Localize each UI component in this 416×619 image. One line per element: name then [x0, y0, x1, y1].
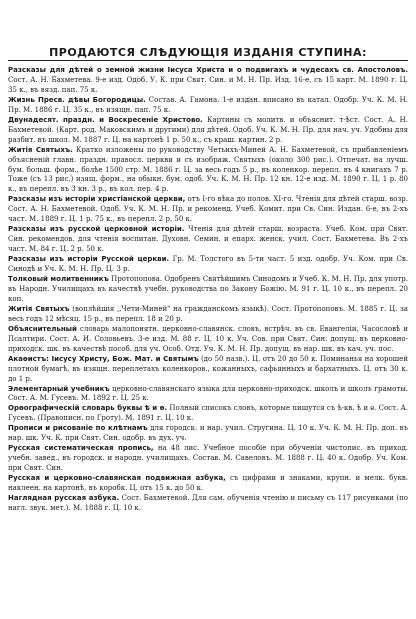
- item-title: Русская и церковно-славянская подвижная азбука,: [8, 474, 226, 483]
- list-item: [8, 305, 408, 325]
- item-title: Объяснительный: [8, 324, 77, 333]
- item-title: Житія Святыхъ: [8, 304, 70, 313]
- item-title: Элементарный учебникъ: [8, 384, 110, 393]
- item-details: отъ I-го вѣка до полов. XI-го. Чтенія для дѣтей старш. возр. Сост. А. Н. Бахметевой. Одоб. Уч. К. М. Н. Пр. и рекоменд. Учеб. Комит. при Св. Син. Издан. 6-е, въ 2-хъ част. М. 1889 г. Ц. 1 р. 75 к., въ перепл. 2 р. 50 к.: [8, 195, 408, 224]
- item-details: Сост. А. Н. Бахметева. 9-е изд. Одоб. У. К. при Свят. Син. и М. Н. Пр. Изд. 16-е, съ 15 карт. М. 1890 г. Ц. 35 к., въ вязд. пап. 75 к.: [8, 75, 408, 94]
- item-title: Житія Святыхъ.: [8, 145, 73, 154]
- list-item: [8, 195, 408, 225]
- item-details: Сост. Бахметевой. Для сам. обученія чтенію и письму съ 117 рисунками (по нагл. звук. мет.). М. 1888 г. Ц. 10 к.: [8, 493, 408, 512]
- item-details: Картины съ молитв. и объяснит. т-ѣст. Сост. А. Н. Бахметевой. (Карт. род. Маковскимъ и другими) для дѣтей. Одоб. Уч. К. М. Н. Пр. для нач. уч. Удобны для разбит. въ школ. М. 1887 г. Ц. на картонѣ 1 р. 50 к., съ краш. картин. 2 р.: [8, 115, 408, 144]
- item-title: Прописи и рисованіе по клѣтнамъ: [8, 424, 148, 433]
- list-item: [8, 225, 408, 255]
- list-item: [8, 325, 408, 355]
- item-title: Разсказы изъ русской церковной исторіи.: [8, 225, 185, 234]
- list-item: [8, 444, 408, 474]
- item-details: Протопопова. Одобренъ Святѣйшимъ Синодомъ и Учеб. К. М. Н. Пр. для употр. въ Народн. Училищахъ въ качествѣ учебн. руководства по Закону Божію. М. 91 г. Ц. 10 к., въ перепл. 20 коп.: [8, 275, 408, 303]
- item-title: Двунадесят. праздн. и Воскресеніе Христово.: [8, 115, 203, 124]
- item-details: (до 50 назв.). Ц. отъ 20 до 50 к. Поминанья на хорошей плотной бумагѣ, въ изящн. переплетахъ коленкоров., кожанныхъ, сафьянныхъ и бархатныхъ. Ц. отъ 30 к. до 1 р.: [8, 354, 408, 383]
- item-details: Состав. А. Гамона. 1-е издан. вписано въ катал. Одобр. Уч. К. М. Н. Пр. М. 1886 г. Ц. 35 к., въ изящн. пап. 75 к.: [8, 95, 408, 114]
- item-details: Полный списокъ словъ, которые пишутся съ ѣ-кв. ѣ и ѳ. Сост. А. Гусевъ. (Правописн. по Гроту). М. 1891 г. Ц. 10 к.: [8, 404, 408, 423]
- heading-rule: [8, 60, 408, 61]
- list-item: [8, 474, 408, 494]
- item-details: Чтенія для дѣтей старш. возраста. Учеб. Ком. при Свят. Син. рекомендов. для чтенія воспитан. Духовн. Семин. и епарх. женск. учил. Сост. Бахметева. Въ 2-хъ част. М. 84 г. Ц. 2 р. 50 к.: [8, 225, 408, 254]
- list-item: [8, 404, 408, 424]
- item-title: Разсказы для дѣтей о земной жизни Іисуса Христа и о подвигахъ и чудесахъ св. Апостоловъ.: [8, 66, 408, 74]
- item-title: Русская систематическая пропись,: [8, 444, 154, 453]
- item-details: Кратко изложены по руководству Четьихъ-Миней А. Н. Бахметевой, съ прибавленіемъ объясненій главн. праздн. правосл. церкви и съ изображ. Святыхъ (около 300 рис.). Отпечат. на лучш. бум. больш. форм., болѣе 1500 стр. М. 1886 г. Ц. за весь годъ 5 р., въ коленкор. перепл. въ 4 книгахъ 7 р. Тоже (съ 13 рис.) изящ. форм., на обыкн. бум. одоб. Уч. К. М. Н. Пр. 12 кн. 12-е изд. М. 1890 г. Ц. 1 р. 80 к., въ перепл. въ 3 кн. 3 р., въ кол. пер. 4 р.: [8, 145, 408, 194]
- item-title: Толковый молитвенникъ: [8, 275, 109, 284]
- item-title: Разсказы изъ исторіи христіанской церкви,: [8, 195, 186, 204]
- item-details: (воплѣйшія ,,Чети-Миней" на гражданскомъ языкѣ). Сост. Протопоповъ. М. 1885 г. Ц. за весь годъ 12 мѣсяц. 15 р., въ перепл. 18 и 20 р.: [8, 304, 408, 323]
- list-item: [8, 385, 408, 405]
- item-title: Разсказы изъ исторіи Русской церкви.: [8, 255, 170, 264]
- item-details: для городск. и нар. учил. Стругина. Ц. 10 к. Уч. К. М. Н. Пр. доп. въ нар. шк. Уч. К. при Свят. Син. одобр. въ дух. уч.: [8, 424, 408, 443]
- list-item: [8, 494, 408, 514]
- list-item: [8, 275, 408, 305]
- item-details: на 48 лис. Учебное пособіе при обученіи чистопис. въ приход. учебн. завед., въ городск. и народн. училищахъ. Состав. М. Савеловъ. М. 1888 г. Ц. 40 к. Одобр. Уч. Ком. при Свят. Син.: [8, 444, 408, 473]
- page-heading: ПРОДАЮТСЯ СЛѢДУЮЩІЯ ИЗДАНІЯ СТУПИНА:: [49, 46, 367, 59]
- item-title: Жизнь Пресв. дѣвы Богородицы.: [8, 95, 146, 104]
- list-item: [8, 424, 408, 444]
- item-title: Орѳографическій словарь буквы ѣ и ѳ.: [8, 404, 168, 413]
- list-item: [8, 355, 408, 385]
- item-details: съ цифрами и знаками, крупн. и мелк. букв. наклеен. на картонѣ, въ коробк. Ц. отъ 15 к. до 50 к.: [8, 474, 408, 493]
- item-details: словарь малопонятн. церковно-славянск. словъ, встрѣч. въ св. Евангеліи, Часословѣ и Псалтири. Сост. А. И. Соловьевъ. 3-е изд. М. 88 г. Ц. 10 к. Уч. Сов. при Свят. Син. допущ. въ церковно-приходск. шк. въ качествѣ пособ. для уч. Особ. Отд. Уч. К. М. Н. Пр. допущ. въ нар. шк. въ кач. уч. пос.: [8, 324, 408, 353]
- item-title: Акаѳистъ: Іисусу Христу, Бож. Мат. и Святымъ: [8, 354, 199, 363]
- item-details: Гр. М. Толстого въ 5-ти част. 5 изд. одобр. Уч. Ком. при Св. Синодѣ и Уч. К. М. Н. Пр. Ц. 3 р.: [8, 255, 408, 274]
- list-item: [8, 96, 408, 116]
- publication-list: [8, 66, 408, 514]
- item-details: церковно-славянскаго языка для церковно-приходск. школъ и школъ грамоты. Сост. А. М. Гусевъ. М. 1892 г. Ц. 25 к.: [8, 384, 408, 403]
- list-item: [8, 255, 408, 275]
- item-title: Наглядная русская азбука.: [8, 493, 120, 502]
- list-item: [8, 116, 408, 146]
- list-item: [8, 146, 408, 196]
- list-item: [8, 66, 408, 96]
